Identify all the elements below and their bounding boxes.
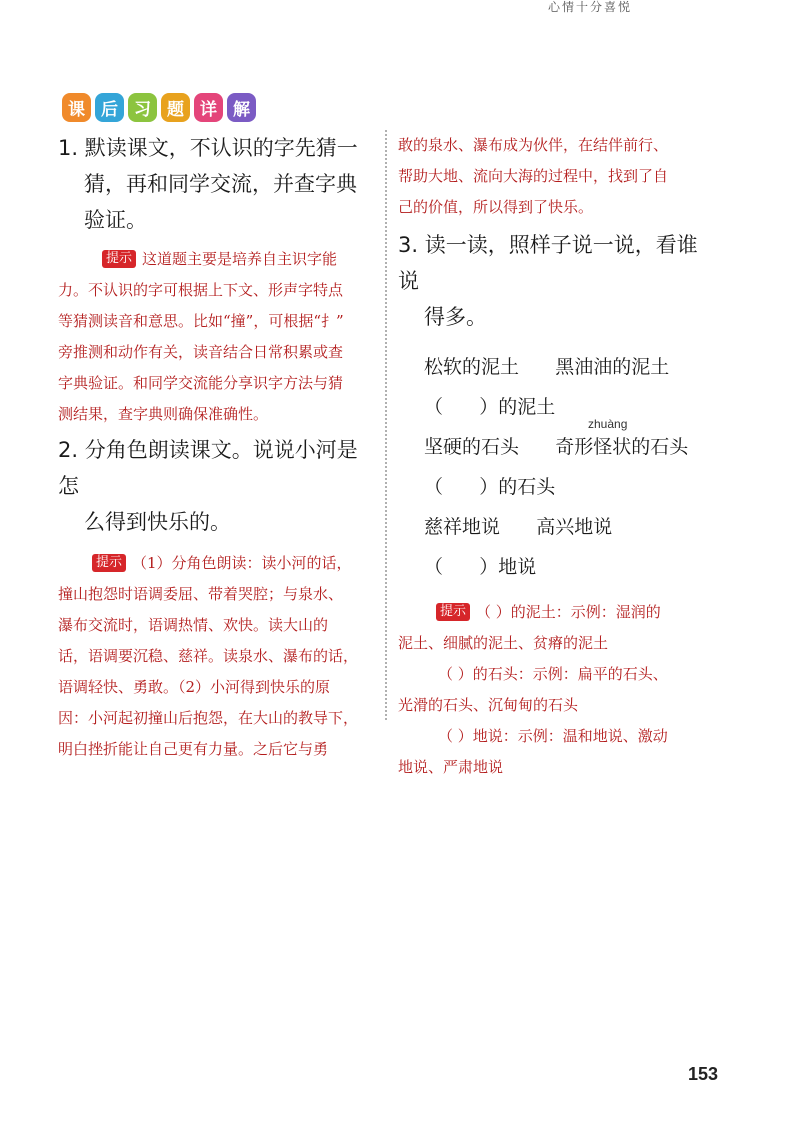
question-1-line: 1. 默读课文，不认识的字先猜一	[58, 136, 358, 160]
hint-3-line: （ ）地说：示例：温和地说、激动	[438, 727, 668, 745]
hint-2-continued-line: 敢的泉水、瀑布成为伙伴，在结伴前行、	[398, 136, 669, 154]
hint-3-text: （ ）的泥土：示例：湿润的	[476, 603, 661, 621]
hint-1-line: 等猜测读音和意思。比如“撞”，可根据“扌”	[58, 312, 344, 330]
example-row: （ ）的石头	[424, 476, 556, 498]
hint-label: 提示	[92, 554, 126, 572]
page-number: 153	[688, 1064, 719, 1084]
hint-2-line	[58, 548, 376, 579]
hint-2-line: 语调轻快、勇敢。（2）小河得到快乐的原	[58, 678, 331, 696]
left-column	[58, 130, 376, 765]
question-1-line: 验证。	[84, 208, 147, 232]
hint-2-line: 明白挫折能让自己更有力量。之后它与勇	[58, 740, 329, 758]
hint-label: 提示	[436, 603, 470, 621]
question-3-line: 3. 读一读，照样子说一说，看谁说	[398, 233, 698, 293]
hint-2-line: 撞山抱怨时语调委屈、带着哭腔；与泉水、	[58, 585, 344, 603]
example-row: 坚硬的石头 奇形怪状的石头	[424, 436, 689, 458]
hint-2-text: （1）分角色朗读：读小河的话，	[132, 554, 352, 572]
hint-2-continued-line: 帮助大地、流向大海的过程中，找到了自	[398, 167, 669, 185]
badge-char: 题	[161, 93, 190, 122]
hint-1-line: 旁推测和动作有关，读音结合日常积累或查	[58, 343, 344, 361]
hint-1-line: 测结果，查字典则确保准确性。	[58, 405, 269, 423]
badge-char: 详	[194, 93, 223, 122]
hint-1-text: 这道题主要是培养自主识字能	[142, 250, 338, 268]
hint-3-line	[398, 597, 718, 628]
badge-char: 课	[62, 93, 91, 122]
question-2-line: 么得到快乐的。	[84, 510, 231, 534]
example-row: 慈祥地说 高兴地说	[424, 516, 613, 538]
hint-1-line	[58, 244, 376, 275]
hint-2-line: 因：小河起初撞山后抱怨，在大山的教导下，	[58, 709, 359, 727]
hint-2-continued-line: 己的价值，所以得到了快乐。	[398, 198, 594, 216]
hint-2-line: 话，语调要沉稳、慈祥。读泉水、瀑布的话，	[58, 647, 359, 665]
hint-3-line: （ ）的石头：示例：扁平的石头、	[438, 665, 668, 683]
hint-3-line: 泥土、细腻的泥土、贫瘠的泥土	[398, 634, 609, 652]
badge-char: 解	[227, 93, 256, 122]
example-row: （ ）的泥土	[424, 396, 556, 418]
header-scribble: 心情十分喜悦	[548, 0, 633, 14]
pinyin-annotation: zhuàng	[588, 417, 628, 431]
hint-3-line: 地说、严肃地说	[398, 758, 504, 776]
hint-3-line: 光滑的石头、沉甸甸的石头	[398, 696, 579, 714]
column-divider	[385, 130, 387, 720]
hint-2-line: 瀑布交流时，语调热情、欢快。读大山的	[58, 616, 329, 634]
badge-char: 后	[95, 93, 124, 122]
question-2-line: 2. 分角色朗读课文。说说小河是怎	[58, 438, 358, 498]
question-1-line: 猜，再和同学交流，并查字典	[84, 172, 357, 196]
hint-1-line: 字典验证。和同学交流能分享识字方法与猜	[58, 374, 344, 392]
right-column	[398, 130, 718, 783]
example-list	[398, 347, 718, 587]
example-row: （ ）地说	[424, 556, 537, 578]
hint-label: 提示	[102, 250, 136, 268]
question-3-line: 得多。	[424, 305, 487, 329]
section-badge	[62, 93, 256, 122]
hint-1-line: 力。不认识的字可根据上下文、形声字特点	[58, 281, 344, 299]
example-row: 松软的泥土 黑油油的泥土	[424, 356, 670, 378]
badge-char: 习	[128, 93, 157, 122]
